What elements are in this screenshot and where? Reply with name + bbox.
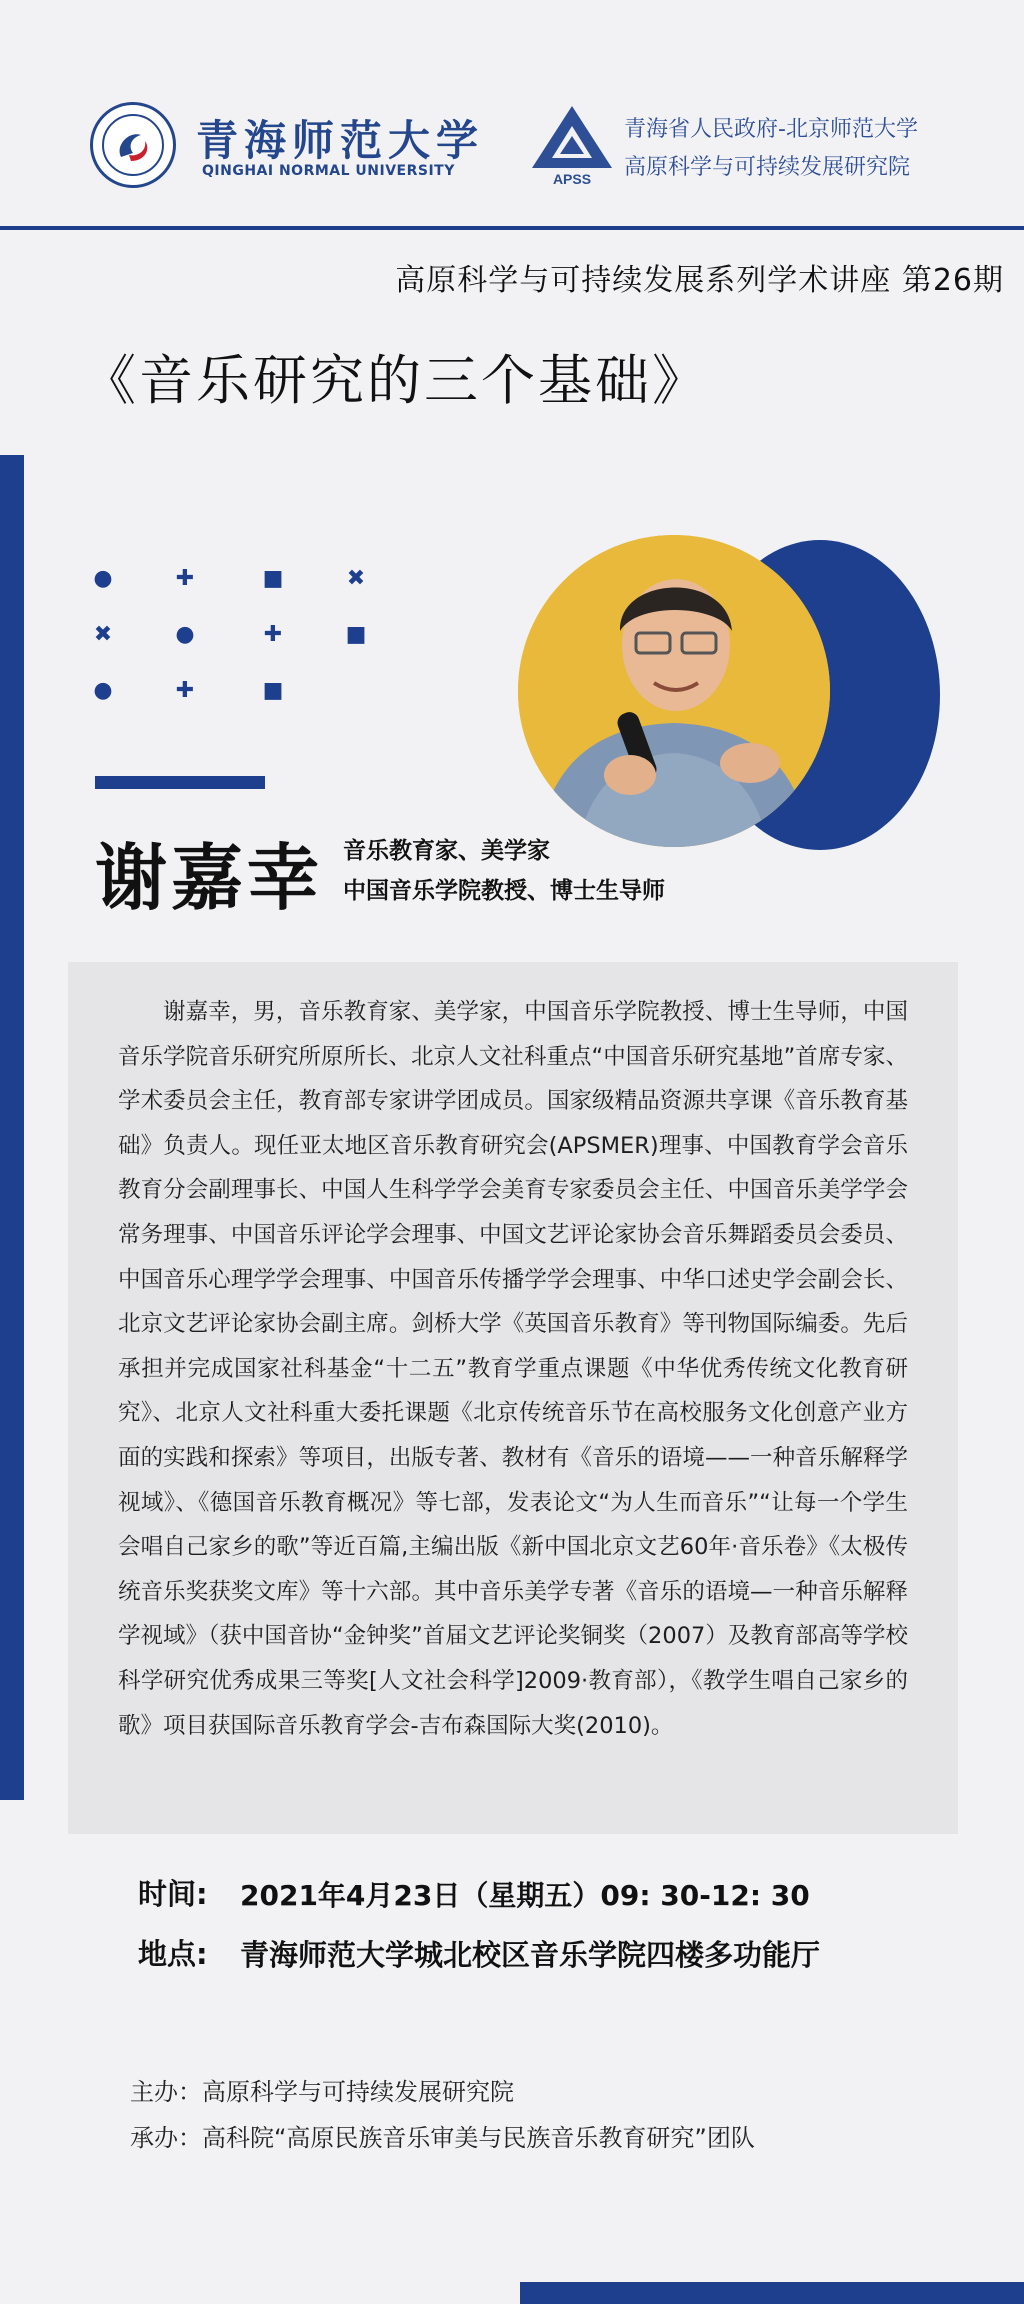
plus-icon: ✚ xyxy=(263,622,283,647)
square-icon: ■ xyxy=(345,622,367,647)
plus-icon: ✚ xyxy=(175,566,195,591)
place-label: 地点: xyxy=(138,1937,208,1971)
host-organization: 主办：高原科学与可持续发展研究院 xyxy=(130,2078,514,2106)
cross-icon: ✖ xyxy=(93,622,113,647)
apss-logo-icon xyxy=(528,102,616,186)
left-accent-bar xyxy=(0,455,24,1800)
speaker-bio-box xyxy=(68,962,958,1834)
dot-icon: ● xyxy=(93,566,113,591)
cross-icon: ✖ xyxy=(346,566,366,591)
lecture-title: 《音乐研究的三个基础》 xyxy=(82,349,709,412)
time-label: 时间: xyxy=(138,1877,208,1911)
organizer-team: 承办：高科院“高原民族音乐审美与民族音乐教育研究”团队 xyxy=(130,2124,755,2152)
place-value: 青海师范大学城北校区音乐学院四楼多功能厅 xyxy=(240,1938,821,1972)
university-name-en: QINGHAI NORMAL UNIVERSITY xyxy=(202,163,455,179)
speaker-bio-text: 谢嘉幸，男，音乐教育家、美学家，中国音乐学院教授、博士生导师，中国音乐学院音乐研究所原所长、北京人文社科重点“中国音乐研究基地”首席专家、学术委员会主任，教育部专家讲学团成员。国家级精品资源共享课《音乐教育基础》负责人。现任亚太地区音乐教育研究会(APSMER)理事、中国教育学会音乐教育分会副理事长、中国人生科学学会美育专家委员会主任、中国音乐美学学会常务理事、中国音乐评论学会理事、中国文艺评论家协会音乐舞蹈委员会委员、中国音乐心理学学会理事、中国音乐传播学学会理事、中华口述史学会副会长、北京文艺评论家协会副主席。剑桥大学《英国音乐教育》等刊物国际编委。先后承担并完成国家社科基金“十二五”教育学重点课题《中华优秀传统文化教育研究》、北京人文社科重大委托课题《北京传统音乐节在高校服务文化创意产业方面的实践和探索》等项目，出版专著、教材有《音乐的语境——一种音乐解释学视域》、《德国音乐教育概况》等七部，发表论文“为人生而音乐”“让每一个学生会唱自己家乡的歌”等近百篇,主编出版《新中国北京文艺60年·音乐卷》《太极传统音乐奖获奖文库》等十六部。其中音乐美学专著《音乐的语境—一种音乐解释学视域》（获中国音协“金钟奖”首届文艺评论奖铜奖（2007）及教育部高等学校科学研究优秀成果三等奖[人文社会科学]2009·教育部），《教学生唱自己家乡的歌》项目获国际音乐教育学会-吉布森国际大奖(2010)。 xyxy=(118,999,908,1739)
series-title: 高原科学与可持续发展系列学术讲座 第26期 xyxy=(395,263,1004,298)
institute-name-line1: 青海省人民政府-北京师范大学 xyxy=(624,117,918,142)
dot-icon: ● xyxy=(175,622,195,647)
institute-name-line2: 高原科学与可持续发展研究院 xyxy=(624,155,911,180)
speaker-role-line2: 中国音乐学院教授、博士生导师 xyxy=(343,877,665,904)
name-accent-bar xyxy=(95,776,265,789)
header-divider xyxy=(0,226,1024,230)
square-icon: ■ xyxy=(262,566,284,591)
bottom-accent-bar xyxy=(520,2282,1024,2304)
square-icon: ■ xyxy=(262,678,284,703)
speaker-photo xyxy=(518,535,830,847)
university-name-cn: 青海师范大学 xyxy=(196,116,485,165)
speaker-role-line1: 音乐教育家、美学家 xyxy=(343,837,550,864)
plus-icon: ✚ xyxy=(175,678,195,703)
qnu-emblem-icon xyxy=(90,102,176,188)
dot-icon: ● xyxy=(93,678,113,703)
speaker-name: 谢嘉幸 xyxy=(95,835,324,920)
apss-logo-text: APSS xyxy=(552,171,592,186)
time-value: 2021年4月23日（星期五）09: 30-12: 30 xyxy=(240,1879,810,1912)
